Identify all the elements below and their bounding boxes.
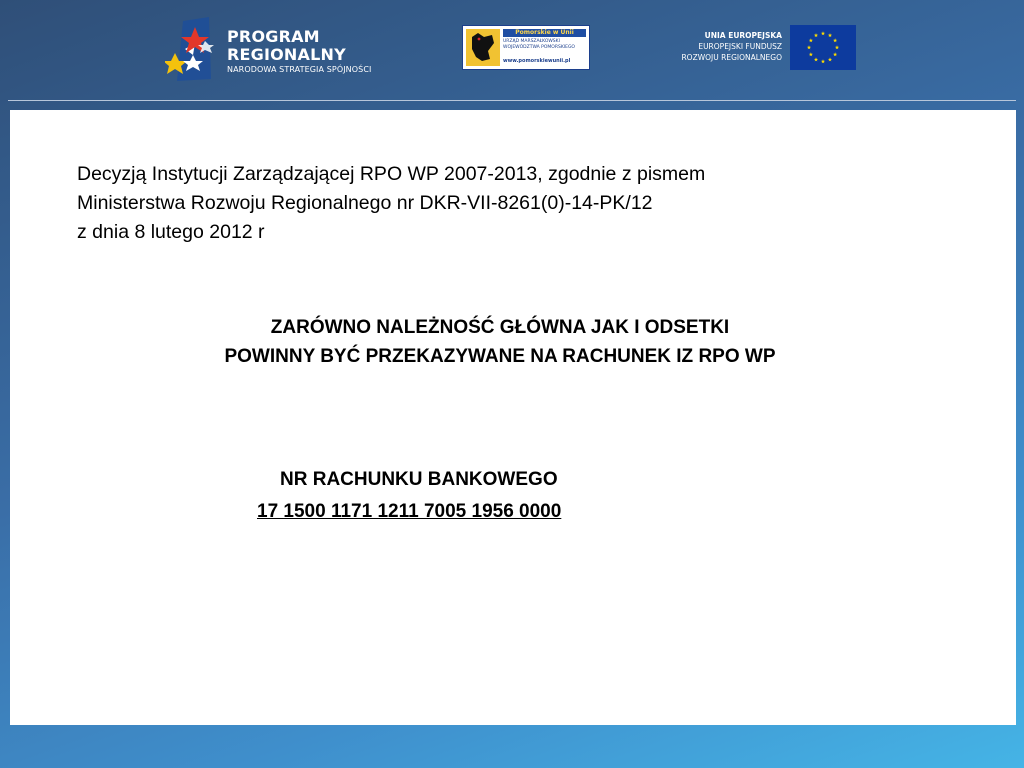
eu-line2: EUROPEJSKI FUNDUSZ — [698, 42, 782, 51]
eu-star-icon — [833, 52, 837, 56]
pomorskie-banner: Pomorskie w Unii — [503, 29, 586, 37]
header-divider — [8, 100, 1016, 101]
program-regionalny-logo — [165, 15, 395, 83]
decision-paragraph — [77, 160, 957, 247]
program-logo-subtitle: NARODOWA STRATEGIA SPÓJNOŚCI — [227, 65, 372, 74]
decision-line3: z dnia 8 lutego 2012 r — [77, 221, 265, 243]
headline — [10, 313, 990, 371]
eu-star-icon — [809, 38, 813, 42]
pomorskie-lines — [503, 39, 588, 51]
eu-star-icon — [814, 33, 818, 37]
account-label: NR RACHUNKU BANKOWEGO — [280, 469, 558, 490]
eu-star-icon — [821, 59, 825, 63]
eu-logo-text — [652, 30, 782, 63]
content-panel — [10, 110, 1016, 725]
eu-star-icon — [807, 45, 811, 49]
eu-line1: UNIA EUROPEJSKA — [704, 31, 782, 40]
pomorskie-url: www.pomorskiewunii.pl — [503, 58, 571, 64]
headline-line2: POWINNY BYĆ PRZEKAZYWANE NA RACHUNEK IZ RPO WP — [224, 346, 776, 367]
eu-line3: ROZWOJU REGIONALNEGO — [681, 53, 782, 62]
eu-star-icon — [828, 57, 832, 61]
eu-star-icon — [809, 52, 813, 56]
program-logo-text — [227, 28, 372, 76]
eu-star-icon — [835, 45, 839, 49]
pomorskie-w-unii-logo — [462, 25, 590, 70]
eu-star-icon — [828, 33, 832, 37]
eu-star-icon — [833, 38, 837, 42]
pomorskie-crest-icon — [466, 29, 500, 66]
eu-star-icon — [814, 57, 818, 61]
eu-star-icon — [821, 31, 825, 35]
program-logo-line2: REGIONALNY — [227, 45, 346, 64]
pomorskie-line2: WOJEWÓDZTWA POMORSKIEGO — [503, 45, 575, 50]
decision-line2: Ministerstwa Rozwoju Regionalnego nr DKR-VII-8261(0)-14-PK/12 — [77, 192, 653, 214]
program-star-icon — [165, 15, 225, 83]
program-logo-line1: PROGRAM — [227, 27, 320, 46]
pomorskie-line1: URZĄD MARSZAŁKOWSKI — [503, 39, 560, 44]
account-number: 17 1500 1171 1211 7005 1956 0000 — [257, 501, 562, 522]
headline-line1: ZARÓWNO NALEŻNOŚĆ GŁÓWNA JAK I ODSETKI — [270, 317, 730, 338]
decision-line1: Decyzją Instytucji Zarządzającej RPO WP 2007-2013, zgodnie z pismem — [77, 163, 706, 185]
eu-flag-icon — [790, 25, 856, 70]
